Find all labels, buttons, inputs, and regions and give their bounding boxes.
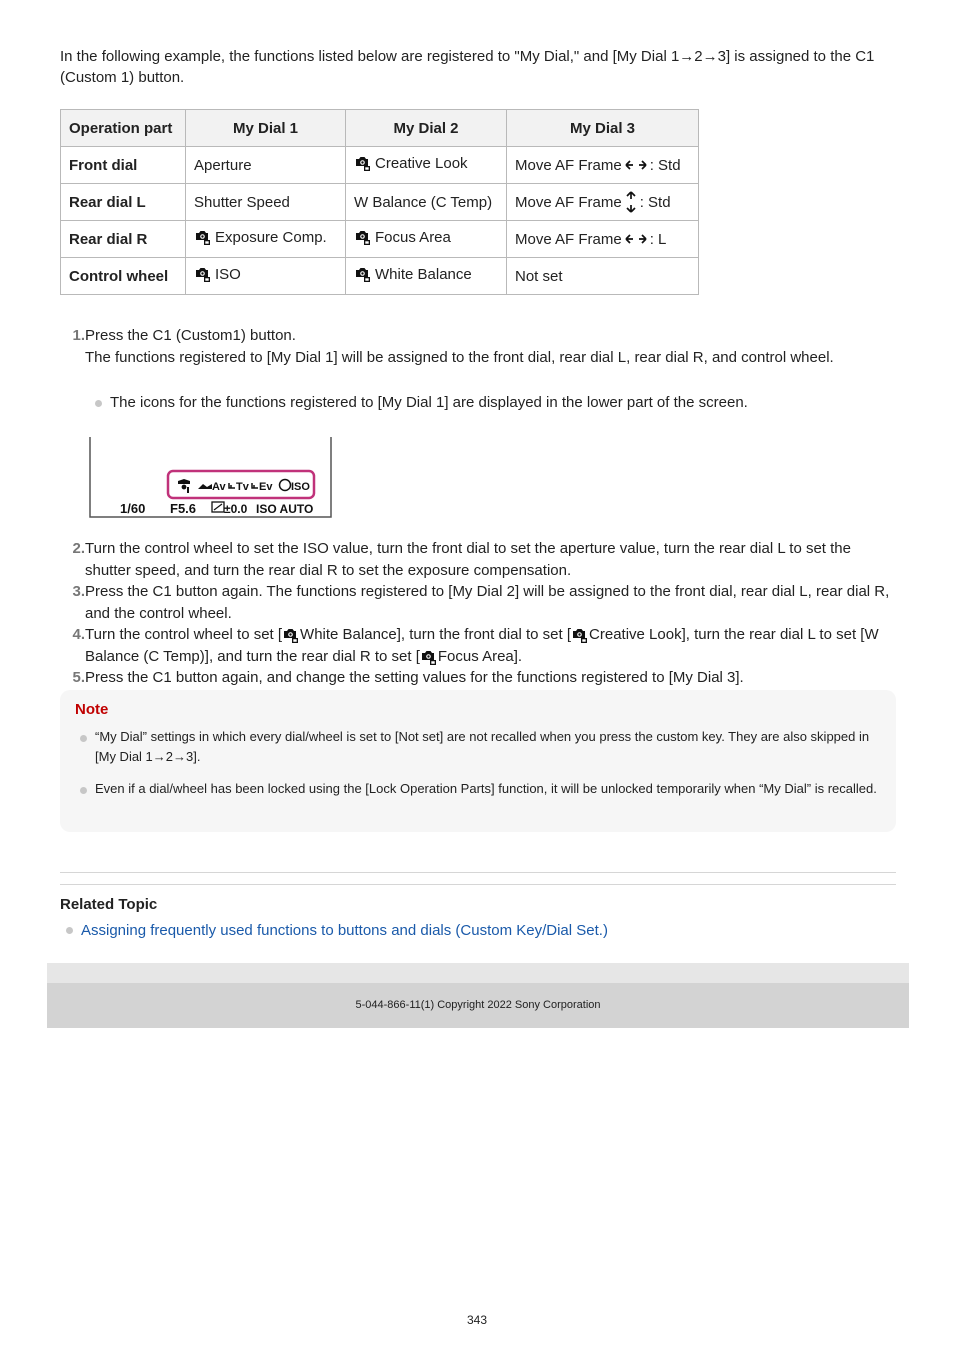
camera-settings-icon [571, 626, 589, 644]
shutter-readout: 1/60 [120, 501, 146, 516]
camera-settings-icon [420, 648, 438, 666]
note-list [80, 727, 880, 811]
step-text: The functions registered to [My Dial 1] will be assigned to the front dial, rear dial L, rear dial R, and control wheel. [85, 348, 834, 366]
table-row [61, 147, 699, 184]
step-number: 3. [72, 583, 85, 600]
row-part: Control wheel [61, 258, 186, 295]
divider [60, 884, 896, 885]
list-item [95, 392, 900, 414]
note-text: Even if a dial/wheel has been locked using the [Lock Operation Parts] function, it will be unlocked temporarily when “My Dial” is recalled. [95, 781, 877, 796]
camera-settings-icon [354, 154, 372, 172]
step-4 [60, 624, 900, 667]
camera-settings-icon [194, 265, 212, 283]
iso-readout: ISO AUTO [256, 502, 314, 516]
horizontal-arrows-icon [625, 159, 647, 171]
camera-settings-icon [354, 265, 372, 283]
camera-settings-icon [282, 626, 300, 644]
cell-d1: ISO [215, 265, 241, 283]
dial-ev-label: Ev [259, 481, 273, 493]
cell-d3-suffix: : L [649, 230, 667, 248]
list-item [80, 779, 880, 799]
horizontal-arrows-icon [625, 233, 647, 245]
bullet-dot [95, 400, 102, 407]
table-header-row [61, 110, 699, 147]
dial-tv-label: Tv [236, 481, 249, 493]
vertical-arrows-icon [625, 191, 637, 213]
cell-d1: Aperture [186, 147, 346, 184]
step-2 [60, 538, 900, 581]
cell-d2: W Balance (C Temp) [346, 184, 507, 221]
cell-d2: Creative Look [375, 154, 468, 172]
cell-d2: White Balance [375, 265, 472, 283]
step-number: 4. [72, 626, 85, 643]
cell-d1: Shutter Speed [186, 184, 346, 221]
table-row [61, 221, 699, 258]
row-part: Front dial [61, 147, 186, 184]
step-number: 2. [72, 540, 85, 557]
cell-d1: Exposure Comp. [215, 228, 327, 246]
cell-d3: Move AF Frame [515, 230, 622, 248]
bullet-text: The icons for the functions registered to [My Dial 1] are displayed in the lower part of the screen. [110, 394, 748, 411]
note-text: “My Dial” settings in which every dial/wheel is set to [Not set] are not recalled when you press the custom key. They are also skipped in [My Dial 1→2→3]. [95, 729, 870, 764]
row-part: Rear dial L [61, 184, 186, 221]
step-3 [60, 581, 900, 624]
my-dial-table [60, 109, 699, 295]
camera-settings-icon [194, 228, 212, 246]
note-title: Note [75, 701, 109, 718]
cell-d3: Move AF Frame [515, 156, 622, 174]
step-text: Focus Area]. [437, 647, 523, 665]
exposure-readout: ±0.0 [224, 502, 248, 516]
cell-d3: Not set [507, 258, 699, 295]
bullet-dot [80, 735, 87, 742]
related-topic-heading: Related Topic [60, 896, 158, 913]
cell-d2: Focus Area [375, 228, 451, 246]
step-text: Turn the control wheel to set the ISO value, turn the front dial to set the aperture value, turn the rear dial L to set the shutter speed, and turn the rear dial R to set the exposure compensation. [85, 540, 851, 579]
dial-av-label: Av [212, 481, 226, 493]
step-text: White Balance], turn the front dial to set [ [300, 626, 572, 643]
steps-list-continued [60, 538, 900, 689]
col-my-dial-2: My Dial 2 [346, 110, 507, 147]
cell-d3-suffix: : Std [639, 193, 671, 211]
step-text: Creative Look], turn the rear dial L to set [W Balance (C Temp)], and turn the rear dial R to set [ [85, 626, 879, 665]
dial-iso-label: ISO [291, 481, 310, 493]
camera-settings-icon [354, 228, 372, 246]
col-my-dial-1: My Dial 1 [186, 110, 346, 147]
steps-list [60, 325, 900, 414]
footer-band [47, 963, 909, 983]
step-text: Press the C1 button again. The functions registered to [My Dial 2] will be assigned to the front dial, rear dial L, rear dial R, and the control wheel. [85, 583, 890, 622]
footer-copyright: 5-044-866-11(1) Copyright 2022 Sony Corporation [47, 983, 909, 1028]
monitor-display-illustration [89, 437, 332, 519]
related-topic-link[interactable]: Assigning frequently used functions to buttons and dials (Custom Key/Dial Set.) [81, 922, 608, 939]
page-number: 343 [466, 1313, 488, 1327]
step-number: 1. [72, 327, 85, 344]
intro-paragraph: In the following example, the functions listed below are registered to "My Dial," and [My Dial 1→2→3] is assigned to the C1 (Custom 1) button. [60, 48, 875, 86]
step-text: Turn the control wheel to set [ [85, 626, 283, 643]
bullet-dot [66, 927, 73, 934]
bullet-dot [80, 787, 87, 794]
table-row [61, 258, 699, 295]
related-topic-item [66, 922, 608, 939]
step-number: 5. [72, 669, 85, 686]
col-operation-part: Operation part [61, 110, 186, 147]
col-my-dial-3: My Dial 3 [507, 110, 699, 147]
step-1 [60, 325, 900, 414]
list-item [80, 727, 880, 767]
step-5 [60, 667, 900, 689]
cell-d3: Move AF Frame [515, 193, 622, 211]
aperture-readout: F5.6 [170, 501, 197, 516]
step-text: Press the C1 (Custom1) button. [85, 327, 296, 344]
step-text: Press the C1 button again, and change the setting values for the functions registered to [My Dial 3]. [85, 669, 744, 686]
divider [60, 872, 896, 873]
row-part: Rear dial R [61, 221, 186, 258]
cell-d3-suffix: : Std [649, 156, 681, 174]
exposure-comp-icon [212, 502, 224, 512]
note-box [60, 690, 896, 832]
table-row [61, 184, 699, 221]
